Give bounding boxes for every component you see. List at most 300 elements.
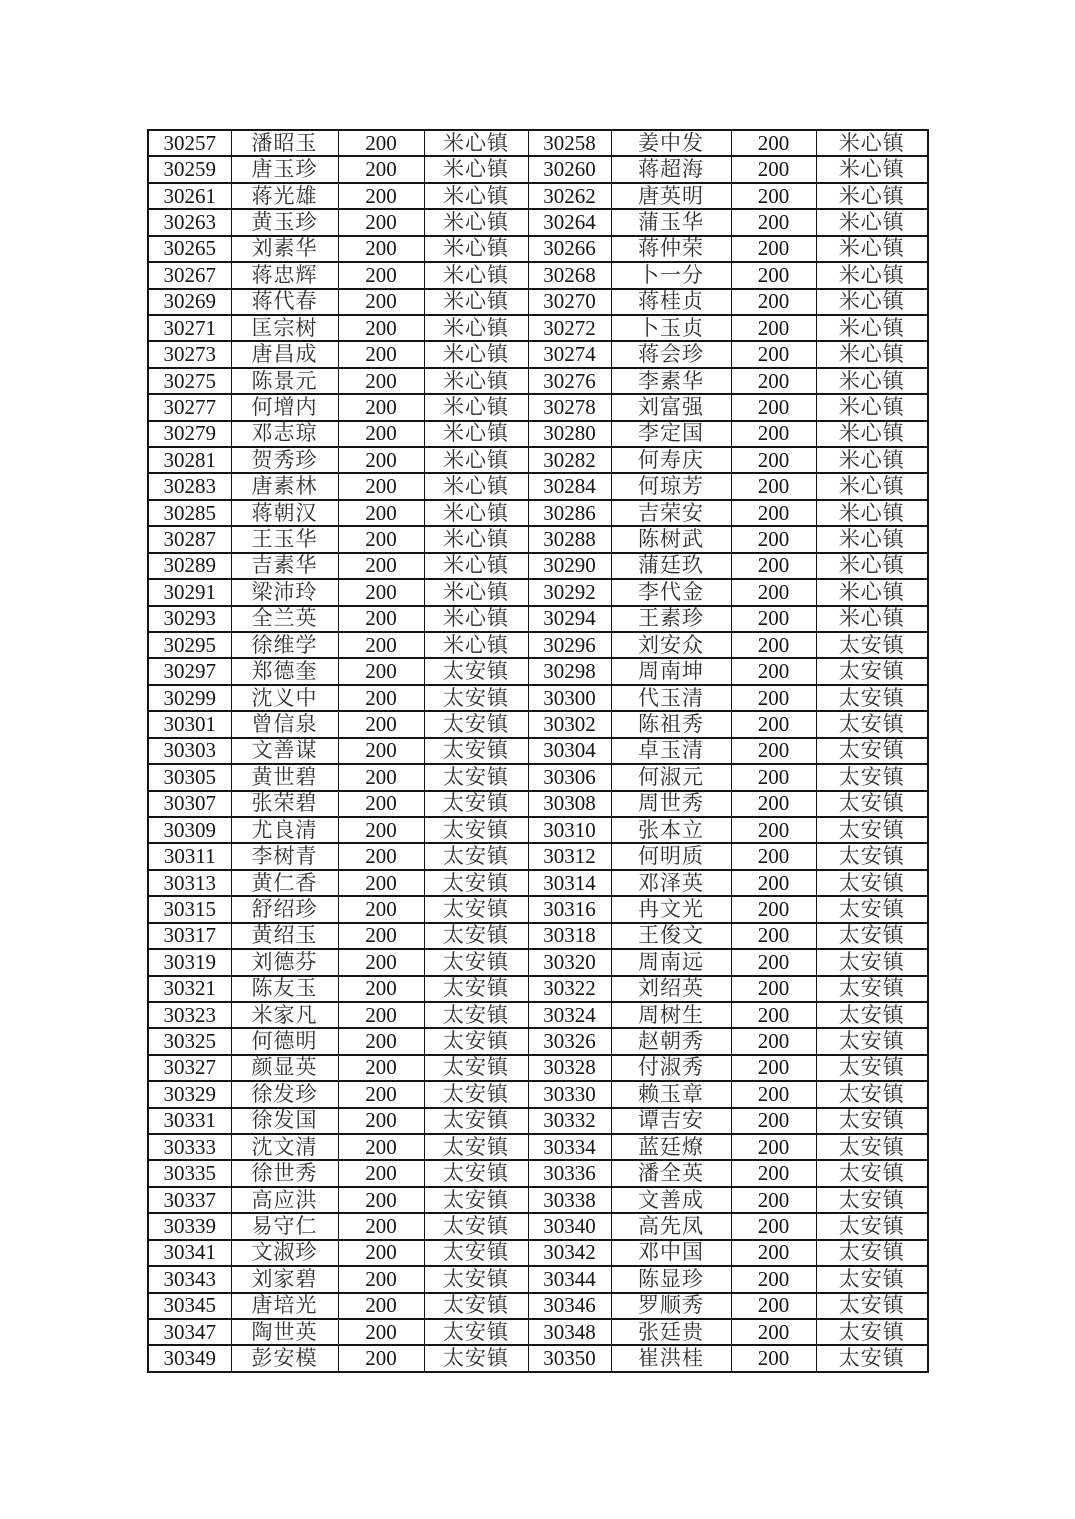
- table-cell-id: 30259: [148, 156, 231, 182]
- table-cell-id: 30305: [148, 764, 231, 790]
- table-cell-town: 太安镇: [816, 1293, 928, 1319]
- table-cell-amount: 200: [731, 315, 816, 341]
- table-cell-name: 李代金: [611, 579, 731, 605]
- table-cell-name: 黄绍玉: [231, 923, 338, 949]
- table-cell-id: 30274: [528, 341, 611, 367]
- table-cell-town: 太安镇: [424, 1345, 528, 1372]
- table-cell-name: 易守仁: [231, 1213, 338, 1239]
- table-cell-amount: 200: [731, 209, 816, 235]
- table-cell-name: 唐玉珍: [231, 156, 338, 182]
- table-cell-town: 太安镇: [424, 685, 528, 711]
- table-cell-id: 30301: [148, 711, 231, 737]
- table-cell-id: 30329: [148, 1081, 231, 1107]
- table-cell-name: 唐英明: [611, 183, 731, 209]
- table-cell-amount: 200: [338, 1055, 424, 1081]
- table-cell-name: 代玉清: [611, 685, 731, 711]
- table-row: [148, 870, 928, 896]
- table-cell-name: 沈文清: [231, 1134, 338, 1160]
- table-cell-name: 徐维学: [231, 632, 338, 658]
- table-cell-name: 贺秀珍: [231, 447, 338, 473]
- table-cell-amount: 200: [338, 632, 424, 658]
- table-cell-town: 米心镇: [816, 394, 928, 420]
- table-cell-amount: 200: [731, 738, 816, 764]
- table-cell-town: 太安镇: [816, 1002, 928, 1028]
- table-cell-id: 30307: [148, 791, 231, 817]
- table-cell-id: 30271: [148, 315, 231, 341]
- table-cell-id: 30273: [148, 341, 231, 367]
- table-row: [148, 579, 928, 605]
- table-cell-amount: 200: [338, 447, 424, 473]
- table-cell-town: 米心镇: [424, 262, 528, 288]
- table-cell-id: 30261: [148, 183, 231, 209]
- table-cell-town: 太安镇: [816, 1055, 928, 1081]
- table-cell-id: 30312: [528, 843, 611, 869]
- table-cell-id: 30302: [528, 711, 611, 737]
- table-cell-amount: 200: [731, 156, 816, 182]
- table-cell-amount: 200: [731, 473, 816, 499]
- table-cell-id: 30337: [148, 1187, 231, 1213]
- table-cell-id: 30326: [528, 1028, 611, 1054]
- table-row: [148, 1134, 928, 1160]
- table-cell-amount: 200: [731, 1345, 816, 1372]
- table-cell-town: 太安镇: [424, 1187, 528, 1213]
- table-cell-amount: 200: [731, 1002, 816, 1028]
- table-cell-town: 太安镇: [816, 870, 928, 896]
- table-cell-name: 徐发珍: [231, 1081, 338, 1107]
- table-cell-name: 陈友玉: [231, 976, 338, 1002]
- table-cell-amount: 200: [338, 976, 424, 1002]
- table-row: [148, 843, 928, 869]
- table-cell-town: 米心镇: [816, 209, 928, 235]
- table-cell-name: 邓志琼: [231, 421, 338, 447]
- table-cell-town: 米心镇: [816, 447, 928, 473]
- table-cell-id: 30300: [528, 685, 611, 711]
- table-cell-id: 30348: [528, 1319, 611, 1345]
- table-cell-id: 30346: [528, 1293, 611, 1319]
- table-row: [148, 632, 928, 658]
- table-cell-name: 黄世碧: [231, 764, 338, 790]
- table-cell-id: 30279: [148, 421, 231, 447]
- table-cell-name: 彭安模: [231, 1345, 338, 1372]
- table-cell-name: 吉素华: [231, 553, 338, 579]
- table-cell-name: 蒋光雄: [231, 183, 338, 209]
- table-row: [148, 209, 928, 235]
- table-cell-town: 米心镇: [424, 526, 528, 552]
- table-cell-town: 太安镇: [424, 1002, 528, 1028]
- table-cell-amount: 200: [731, 368, 816, 394]
- table-cell-town: 米心镇: [816, 526, 928, 552]
- table-cell-name: 陈显珍: [611, 1266, 731, 1292]
- table-cell-id: 30310: [528, 817, 611, 843]
- table-cell-name: 张本立: [611, 817, 731, 843]
- table-cell-town: 太安镇: [424, 738, 528, 764]
- table-cell-town: 太安镇: [816, 1081, 928, 1107]
- table-cell-id: 30260: [528, 156, 611, 182]
- table-row: [148, 526, 928, 552]
- table-cell-town: 米心镇: [816, 156, 928, 182]
- table-cell-town: 太安镇: [424, 1055, 528, 1081]
- table-cell-id: 30347: [148, 1319, 231, 1345]
- table-row: [148, 1213, 928, 1239]
- table-cell-id: 30314: [528, 870, 611, 896]
- table-cell-town: 太安镇: [816, 923, 928, 949]
- table-cell-id: 30335: [148, 1160, 231, 1186]
- table-cell-amount: 200: [338, 711, 424, 737]
- table-cell-town: 太安镇: [816, 1213, 928, 1239]
- table-cell-amount: 200: [731, 579, 816, 605]
- table-cell-amount: 200: [338, 738, 424, 764]
- table-row: [148, 421, 928, 447]
- table-cell-name: 陈树武: [611, 526, 731, 552]
- table-cell-amount: 200: [338, 579, 424, 605]
- table-cell-amount: 200: [731, 1240, 816, 1266]
- table-cell-amount: 200: [338, 473, 424, 499]
- table-cell-town: 太安镇: [424, 658, 528, 684]
- table-cell-amount: 200: [338, 1266, 424, 1292]
- table-cell-name: 邓中国: [611, 1240, 731, 1266]
- table-cell-name: 沈义中: [231, 685, 338, 711]
- table-cell-amount: 200: [338, 368, 424, 394]
- table-cell-town: 米心镇: [816, 315, 928, 341]
- table-cell-town: 米心镇: [816, 130, 928, 156]
- table-cell-id: 30290: [528, 553, 611, 579]
- table-cell-amount: 200: [731, 1134, 816, 1160]
- table-cell-name: 谭吉安: [611, 1108, 731, 1134]
- table-cell-name: 文淑珍: [231, 1240, 338, 1266]
- table-cell-id: 30275: [148, 368, 231, 394]
- table-cell-name: 陈祖秀: [611, 711, 731, 737]
- table-cell-id: 30297: [148, 658, 231, 684]
- table-cell-amount: 200: [338, 394, 424, 420]
- table-cell-town: 米心镇: [816, 236, 928, 262]
- table-row: [148, 923, 928, 949]
- table-cell-id: 30332: [528, 1108, 611, 1134]
- table-cell-amount: 200: [338, 421, 424, 447]
- table-cell-id: 30298: [528, 658, 611, 684]
- table-cell-id: 30317: [148, 923, 231, 949]
- table-cell-name: 唐培光: [231, 1293, 338, 1319]
- table-row: [148, 1319, 928, 1345]
- table-cell-id: 30265: [148, 236, 231, 262]
- table-cell-id: 30336: [528, 1160, 611, 1186]
- table-cell-amount: 200: [731, 1319, 816, 1345]
- table-cell-amount: 200: [338, 209, 424, 235]
- table-cell-id: 30269: [148, 289, 231, 315]
- table-cell-id: 30342: [528, 1240, 611, 1266]
- table-cell-name: 卜玉贞: [611, 315, 731, 341]
- table-row: [148, 976, 928, 1002]
- table-cell-id: 30262: [528, 183, 611, 209]
- table-cell-id: 30278: [528, 394, 611, 420]
- table-cell-id: 30328: [528, 1055, 611, 1081]
- table-cell-name: 卜一分: [611, 262, 731, 288]
- table-row: [148, 130, 928, 156]
- table-cell-id: 30330: [528, 1081, 611, 1107]
- table-cell-name: 唐昌成: [231, 341, 338, 367]
- table-cell-id: 30340: [528, 1213, 611, 1239]
- table-cell-name: 唐素林: [231, 473, 338, 499]
- table-cell-town: 米心镇: [424, 315, 528, 341]
- table-cell-id: 30263: [148, 209, 231, 235]
- table-cell-name: 姜中发: [611, 130, 731, 156]
- table-cell-amount: 200: [338, 341, 424, 367]
- table-cell-amount: 200: [338, 923, 424, 949]
- table-cell-id: 30267: [148, 262, 231, 288]
- table-cell-id: 30333: [148, 1134, 231, 1160]
- table-cell-town: 米心镇: [816, 553, 928, 579]
- table-cell-name: 徐发国: [231, 1108, 338, 1134]
- table-cell-amount: 200: [338, 500, 424, 526]
- table-cell-amount: 200: [731, 1293, 816, 1319]
- table-cell-id: 30277: [148, 394, 231, 420]
- table-row: [148, 606, 928, 632]
- table-cell-town: 米心镇: [816, 579, 928, 605]
- table-row: [148, 236, 928, 262]
- table-cell-amount: 200: [338, 896, 424, 922]
- table-cell-name: 何明质: [611, 843, 731, 869]
- table-cell-town: 太安镇: [816, 658, 928, 684]
- table-cell-id: 30295: [148, 632, 231, 658]
- table-cell-amount: 200: [731, 658, 816, 684]
- table-row: [148, 447, 928, 473]
- table-row: [148, 1108, 928, 1134]
- table-cell-name: 王素珍: [611, 606, 731, 632]
- table-cell-name: 罗顺秀: [611, 1293, 731, 1319]
- table-cell-town: 太安镇: [424, 923, 528, 949]
- table-cell-id: 30308: [528, 791, 611, 817]
- table-cell-town: 太安镇: [816, 976, 928, 1002]
- table-cell-town: 太安镇: [424, 976, 528, 1002]
- table-cell-name: 刘安众: [611, 632, 731, 658]
- table-cell-name: 刘素华: [231, 236, 338, 262]
- table-row: [148, 289, 928, 315]
- table-cell-amount: 200: [731, 1187, 816, 1213]
- table-cell-town: 米心镇: [816, 421, 928, 447]
- table-cell-name: 蒋超海: [611, 156, 731, 182]
- table-cell-id: 30334: [528, 1134, 611, 1160]
- table-cell-name: 周树生: [611, 1002, 731, 1028]
- table-row: [148, 1293, 928, 1319]
- table-cell-town: 米心镇: [816, 500, 928, 526]
- table-cell-amount: 200: [731, 870, 816, 896]
- table-cell-amount: 200: [338, 817, 424, 843]
- table-cell-name: 匡宗树: [231, 315, 338, 341]
- table-row: [148, 183, 928, 209]
- table-row: [148, 1055, 928, 1081]
- table-cell-town: 米心镇: [424, 606, 528, 632]
- table-row: [148, 156, 928, 182]
- table-row: [148, 1266, 928, 1292]
- table-cell-town: 米心镇: [424, 289, 528, 315]
- table-cell-name: 米家凡: [231, 1002, 338, 1028]
- table-cell-town: 太安镇: [424, 1160, 528, 1186]
- table-cell-town: 米心镇: [424, 341, 528, 367]
- table-cell-town: 米心镇: [424, 130, 528, 156]
- table-cell-id: 30296: [528, 632, 611, 658]
- table-cell-town: 米心镇: [424, 500, 528, 526]
- table-cell-town: 太安镇: [816, 738, 928, 764]
- table-cell-amount: 200: [338, 553, 424, 579]
- table-cell-town: 太安镇: [424, 711, 528, 737]
- table-cell-id: 30322: [528, 976, 611, 1002]
- table-cell-amount: 200: [338, 236, 424, 262]
- table-cell-id: 30311: [148, 843, 231, 869]
- table-cell-name: 蒋会珍: [611, 341, 731, 367]
- table-cell-amount: 200: [338, 183, 424, 209]
- table-cell-amount: 200: [338, 791, 424, 817]
- table-cell-amount: 200: [731, 289, 816, 315]
- table-cell-amount: 200: [338, 1134, 424, 1160]
- table-cell-town: 米心镇: [424, 473, 528, 499]
- table-cell-amount: 200: [731, 1055, 816, 1081]
- table-cell-town: 米心镇: [424, 394, 528, 420]
- table-cell-town: 米心镇: [424, 368, 528, 394]
- table-cell-id: 30292: [528, 579, 611, 605]
- table-cell-town: 太安镇: [816, 764, 928, 790]
- table-cell-town: 米心镇: [816, 368, 928, 394]
- table-cell-id: 30289: [148, 553, 231, 579]
- table-cell-id: 30257: [148, 130, 231, 156]
- table-cell-id: 30331: [148, 1108, 231, 1134]
- table-cell-name: 徐世秀: [231, 1160, 338, 1186]
- table-row: [148, 1081, 928, 1107]
- table-cell-amount: 200: [731, 394, 816, 420]
- table-cell-name: 郑德奎: [231, 658, 338, 684]
- table-cell-id: 30294: [528, 606, 611, 632]
- table-cell-amount: 200: [731, 1108, 816, 1134]
- table-cell-amount: 200: [731, 1213, 816, 1239]
- table-cell-id: 30288: [528, 526, 611, 552]
- table-cell-id: 30268: [528, 262, 611, 288]
- table-cell-name: 邓泽英: [611, 870, 731, 896]
- table-cell-id: 30291: [148, 579, 231, 605]
- table-cell-town: 太安镇: [816, 685, 928, 711]
- table-cell-town: 太安镇: [816, 1028, 928, 1054]
- table-cell-amount: 200: [338, 1240, 424, 1266]
- table-cell-name: 冉文光: [611, 896, 731, 922]
- table-row: [148, 500, 928, 526]
- table-cell-name: 刘家碧: [231, 1266, 338, 1292]
- table-cell-town: 太安镇: [424, 870, 528, 896]
- table-cell-town: 太安镇: [816, 843, 928, 869]
- table-cell-amount: 200: [731, 817, 816, 843]
- table-cell-amount: 200: [338, 1108, 424, 1134]
- table-cell-name: 王玉华: [231, 526, 338, 552]
- table-cell-town: 太安镇: [816, 949, 928, 975]
- table-row: [148, 394, 928, 420]
- table-cell-id: 30276: [528, 368, 611, 394]
- table-cell-amount: 200: [731, 606, 816, 632]
- table-cell-amount: 200: [338, 949, 424, 975]
- table-row: [148, 685, 928, 711]
- table-row: [148, 1345, 928, 1372]
- table-cell-id: 30293: [148, 606, 231, 632]
- table-cell-town: 米心镇: [424, 632, 528, 658]
- table-cell-name: 刘富强: [611, 394, 731, 420]
- table-cell-name: 蒋朝汉: [231, 500, 338, 526]
- table-cell-town: 太安镇: [424, 791, 528, 817]
- table-cell-amount: 200: [731, 632, 816, 658]
- table-cell-name: 付淑秀: [611, 1055, 731, 1081]
- table-cell-town: 太安镇: [424, 843, 528, 869]
- table-cell-amount: 200: [731, 976, 816, 1002]
- table-cell-name: 潘全英: [611, 1160, 731, 1186]
- table-row: [148, 817, 928, 843]
- table-cell-town: 米心镇: [424, 553, 528, 579]
- table-cell-amount: 200: [731, 447, 816, 473]
- table-cell-id: 30345: [148, 1293, 231, 1319]
- table-cell-amount: 200: [338, 870, 424, 896]
- table-cell-town: 太安镇: [816, 1108, 928, 1134]
- table-cell-town: 米心镇: [424, 421, 528, 447]
- table-cell-id: 30270: [528, 289, 611, 315]
- table-row: [148, 896, 928, 922]
- table-cell-amount: 200: [338, 1028, 424, 1054]
- table-cell-name: 蓝廷燎: [611, 1134, 731, 1160]
- table-cell-id: 30343: [148, 1266, 231, 1292]
- table-cell-amount: 200: [338, 315, 424, 341]
- table-cell-id: 30258: [528, 130, 611, 156]
- table-cell-town: 太安镇: [424, 764, 528, 790]
- table-cell-name: 蒲廷玖: [611, 553, 731, 579]
- table-cell-amount: 200: [338, 526, 424, 552]
- table-cell-amount: 200: [731, 236, 816, 262]
- table-cell-id: 30287: [148, 526, 231, 552]
- table-cell-name: 周南坤: [611, 658, 731, 684]
- table-cell-amount: 200: [731, 130, 816, 156]
- table-cell-amount: 200: [731, 553, 816, 579]
- table-cell-name: 赖玉章: [611, 1081, 731, 1107]
- table-cell-amount: 200: [731, 500, 816, 526]
- table-row: [148, 791, 928, 817]
- table-cell-id: 30350: [528, 1345, 611, 1372]
- table-cell-town: 太安镇: [424, 1028, 528, 1054]
- table-row: [148, 711, 928, 737]
- table-cell-name: 蒋代春: [231, 289, 338, 315]
- table-cell-id: 30286: [528, 500, 611, 526]
- table-cell-town: 太安镇: [424, 1108, 528, 1134]
- table-cell-town: 米心镇: [816, 262, 928, 288]
- table-cell-amount: 200: [338, 1213, 424, 1239]
- table-cell-town: 米心镇: [424, 209, 528, 235]
- table-cell-amount: 200: [731, 1160, 816, 1186]
- table-cell-id: 30323: [148, 1002, 231, 1028]
- table-cell-town: 太安镇: [424, 1240, 528, 1266]
- table-cell-id: 30309: [148, 817, 231, 843]
- table-cell-name: 李树青: [231, 843, 338, 869]
- table-cell-town: 太安镇: [816, 1266, 928, 1292]
- table-cell-name: 李素华: [611, 368, 731, 394]
- beneficiary-table: [147, 129, 929, 1373]
- table-cell-name: 赵朝秀: [611, 1028, 731, 1054]
- table-cell-name: 文善谋: [231, 738, 338, 764]
- table-cell-town: 太安镇: [424, 1213, 528, 1239]
- table-cell-amount: 200: [338, 1345, 424, 1372]
- table-cell-amount: 200: [338, 1293, 424, 1319]
- table-cell-amount: 200: [338, 764, 424, 790]
- table-cell-name: 蒋仲荣: [611, 236, 731, 262]
- table-cell-name: 李定国: [611, 421, 731, 447]
- table-cell-amount: 200: [338, 1002, 424, 1028]
- table-cell-id: 30283: [148, 473, 231, 499]
- table-cell-id: 30327: [148, 1055, 231, 1081]
- table-cell-name: 蒲玉华: [611, 209, 731, 235]
- table-cell-id: 30325: [148, 1028, 231, 1054]
- table-cell-town: 太安镇: [424, 896, 528, 922]
- table-row: [148, 368, 928, 394]
- table-cell-id: 30264: [528, 209, 611, 235]
- table-cell-id: 30349: [148, 1345, 231, 1372]
